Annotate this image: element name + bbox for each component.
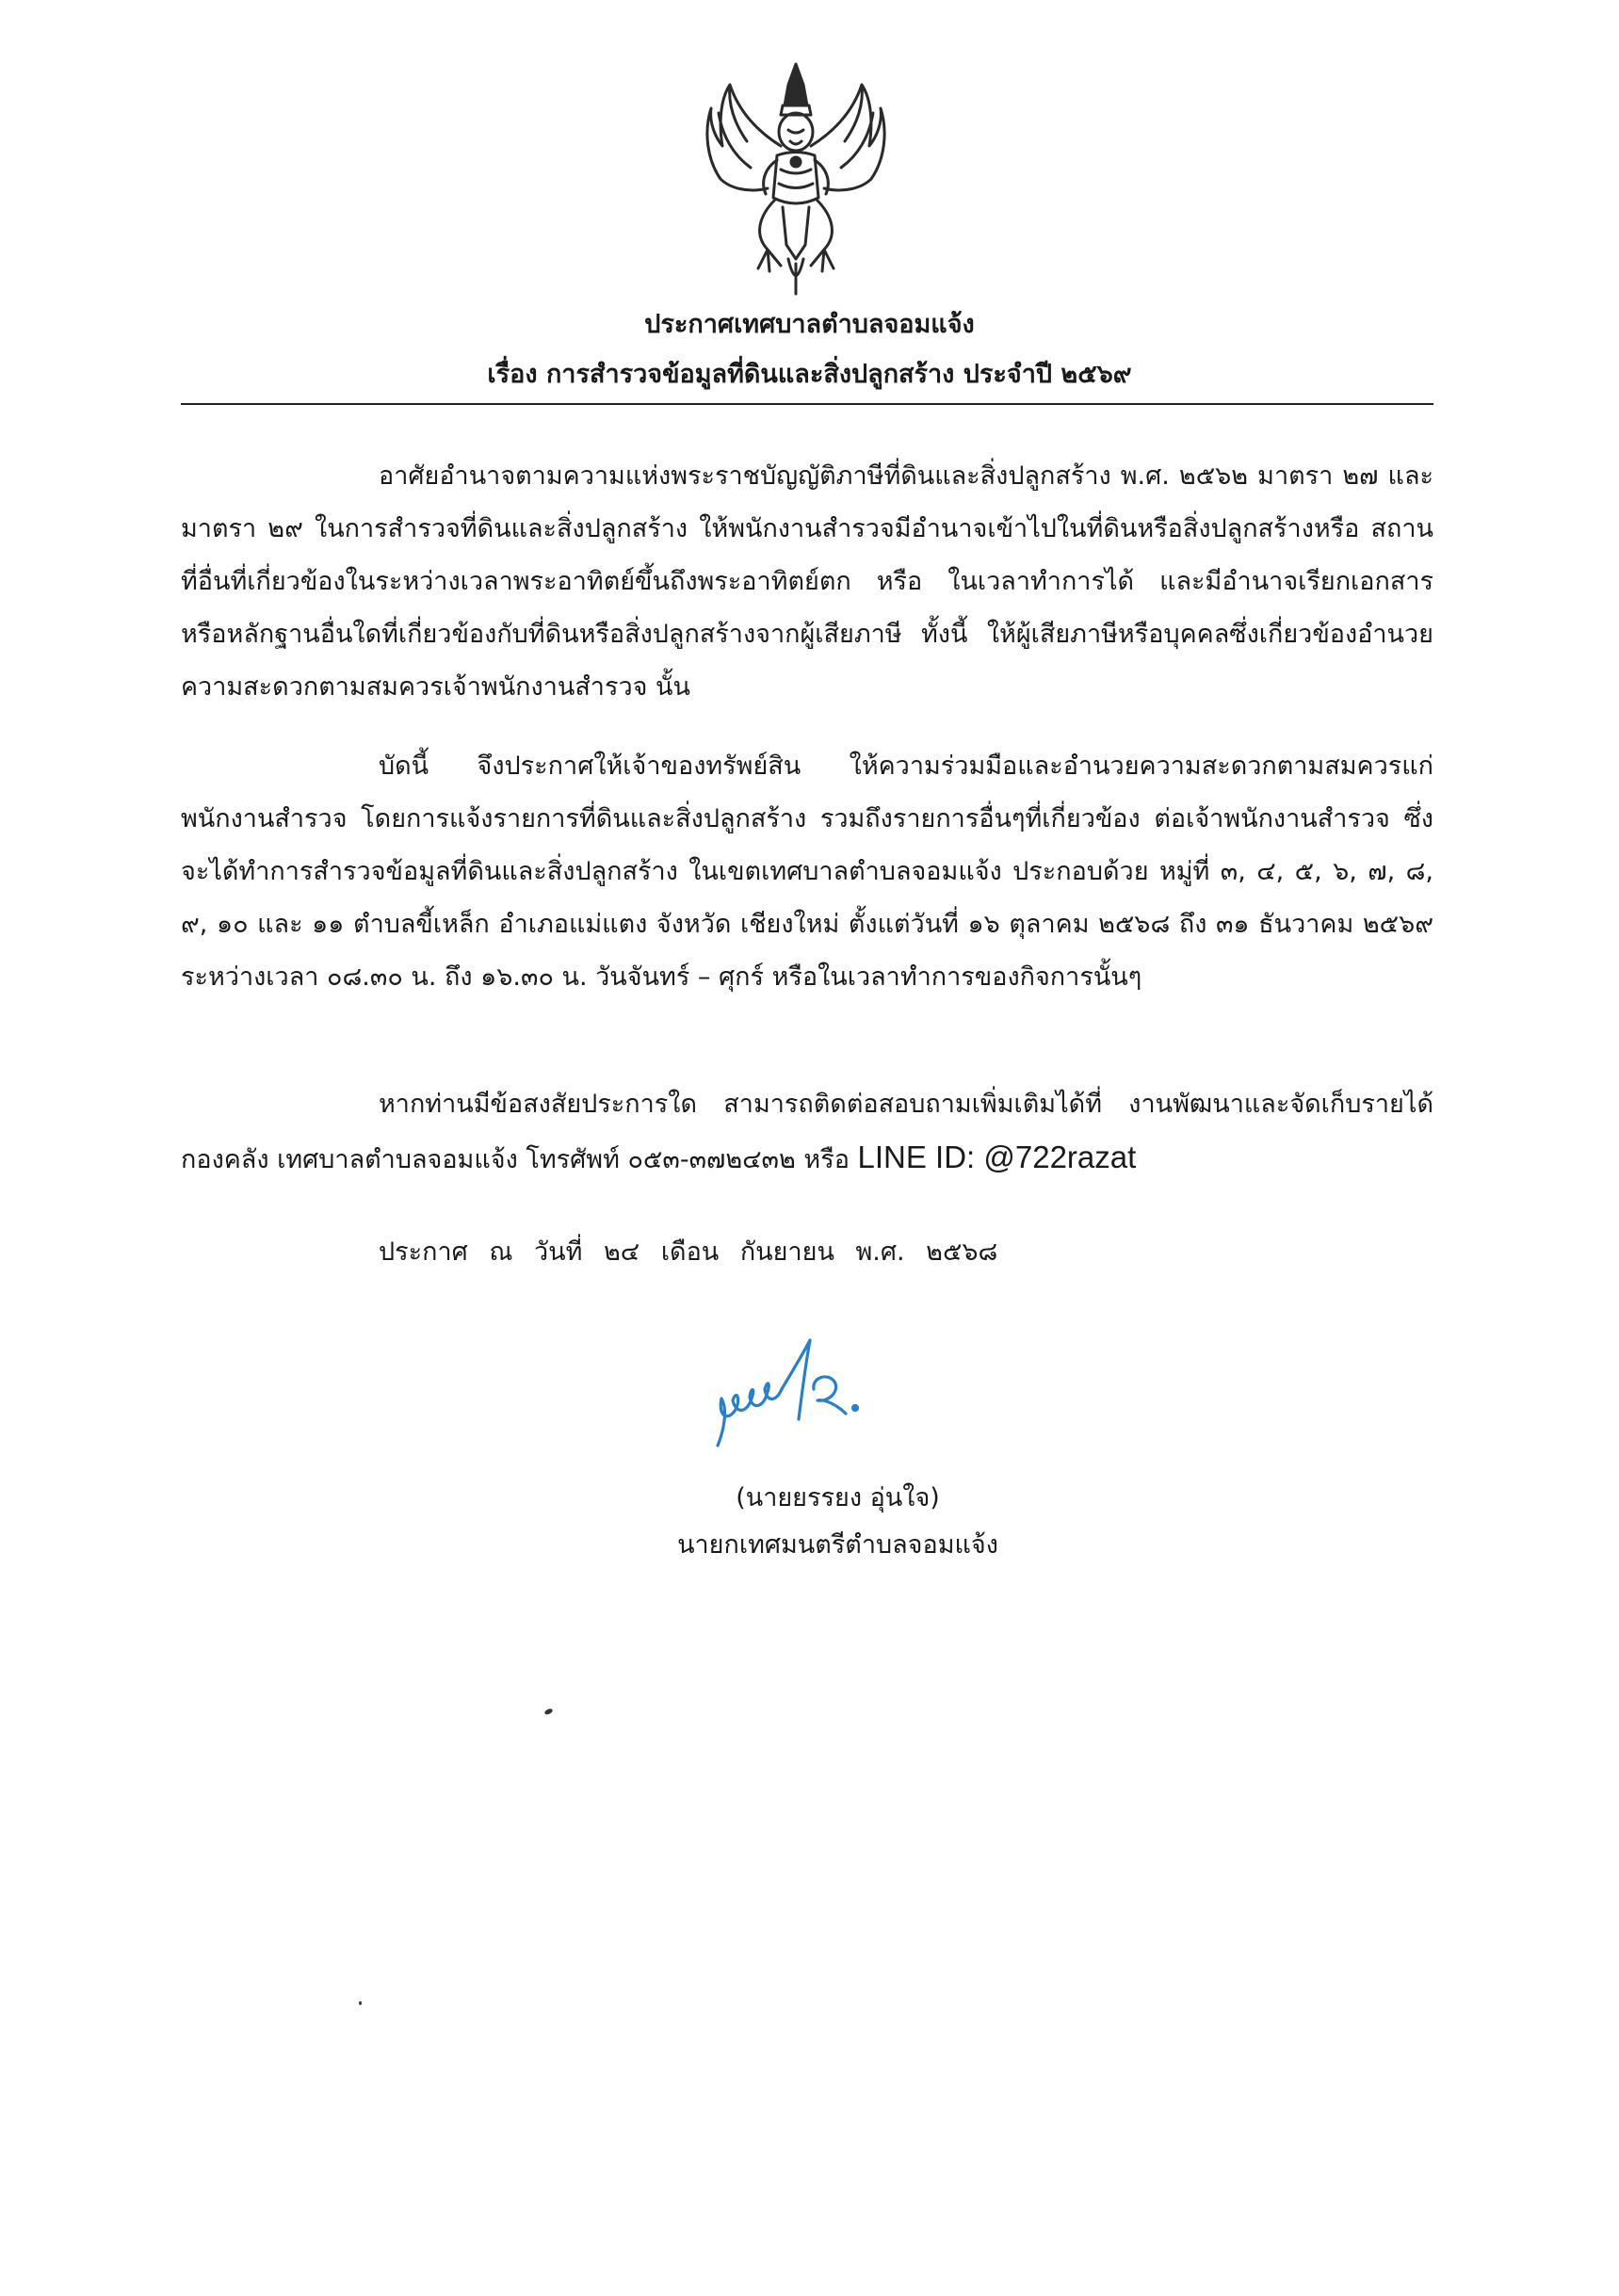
scan-speck (543, 1707, 553, 1715)
paragraph-contact (181, 1078, 1433, 1187)
signatory-name: (นายยรรยง อุ่นใจ) (736, 1483, 940, 1512)
contact-text: หากท่านมีข้อสงสัยประการใด สามารถติดต่อสอบถามเพิ่มเติมได้ที่ งานพัฒนาและจัดเก็บรายได้ กองคลัง เทศบาลตำบลจอมแจ้ง โทรศัพท์ ๐๕๓-๓๗๒๔๓๒ หรือ (181, 1090, 1433, 1174)
header-divider (181, 403, 1433, 405)
garuda-emblem-icon (702, 57, 890, 301)
paragraph-survey-schedule: บัดนี้ จึงประกาศให้เจ้าของทรัพย์สิน ให้ความร่วมมือและอำนวยความสะดวกตามสมควรแก่พนักงานสำรวจ โดยการแจ้งรายการที่ดินและสิ่งปลูกสร้าง รวมถึงรายการอื่นๆที่เกี่ยวข้อง ต่อเจ้าพนักงานสำรวจ ซึ่งจะได้ทำการสำรวจข้อมูลที่ดินและสิ่งปลูกสร้าง ในเขตเทศบาลตำบลจอมแจ้ง ประกอบด้วย หมู่ที่ ๓, ๔, ๕, ๖, ๗, ๘, ๙, ๑๐ และ ๑๑ ตำบลขี้เหล็ก อำเภอแม่แตง จังหวัด เชียงใหม่ ตั้งแต่วันที่ ๑๖ ตุลาคม ๒๕๖๘ ถึง ๓๑ ธันวาคม ๒๕๖๙ ระหว่างเวลา ๐๘.๓๐ น. ถึง ๑๖.๓๐ น. วันจันทร์ – ศุกร์ หรือในเวลาทำการของกิจการนั้นๆ (181, 752, 1433, 992)
signatory-title: นายกเทศมนตรีตำบลจอมแจ้ง (677, 1530, 998, 1560)
scan-speck (359, 2001, 362, 2005)
announce-date: ประกาศ ณ วันที่ ๒๔ เดือน กันยายน พ.ศ. ๒๕๖๘ (379, 1237, 998, 1267)
announcement-subject: เรื่อง การสำรวจข้อมูลที่ดินและสิ่งปลูกสร้าง ประจำปี ๒๕๖๙ (487, 360, 1132, 389)
announcement-title: ประกาศเทศบาลตำบลจอมแจ้ง (644, 310, 975, 339)
handwritten-signature (708, 1333, 897, 1464)
line-id: LINE ID: @722razat (857, 1140, 1137, 1174)
paragraph-authority: อาศัยอำนาจตามความแห่งพระราชบัญญัติภาษีที่ดินและสิ่งปลูกสร้าง พ.ศ. ๒๕๖๒ มาตรา ๒๗ และมาตรา ๒๙ ในการสำรวจที่ดินและสิ่งปลูกสร้าง ให้พนักงานสำรวจมีอำนาจเข้าไปในที่ดินหรือสิ่งปลูกสร้างหรือ สถานที่อื่นที่เกี่ยวข้องในระหว่างเวลาพระอาทิตย์ขึ้นถึงพระอาทิตย์ตก หรือ ในเวลาทำการได้ และมีอำนาจเรียกเอกสาร หรือหลักฐานอื่นใดที่เกี่ยวข้องกับที่ดินหรือสิ่งปลูกสร้างจากผู้เสียภาษี ทั้งนี้ ให้ผู้เสียภาษีหรือบุคคลซึ่งเกี่ยวข้องอำนวยความสะดวกตามสมควรเจ้าพนักงานสำรวจ นั้น (181, 461, 1433, 702)
